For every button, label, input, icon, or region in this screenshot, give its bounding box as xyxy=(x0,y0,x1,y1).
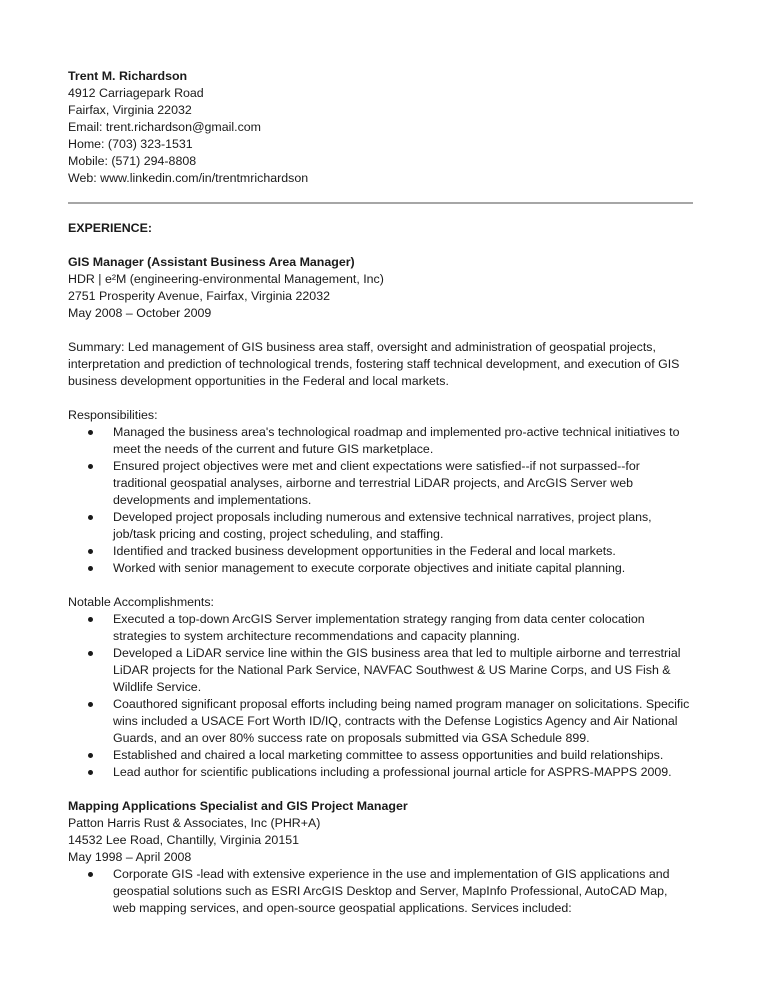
list-item xyxy=(68,543,693,560)
job-title: GIS Manager (Assistant Business Area Manager) xyxy=(68,255,355,269)
list-item-text: Managed the business area's technological roadmap and implemented pro-active technical initiatives to meet the needs of the current and future GIS marketplace. xyxy=(113,425,680,456)
bullet-icon xyxy=(88,430,93,435)
list-item xyxy=(68,747,693,764)
bullet-icon xyxy=(88,702,93,707)
list-item-text: Coauthored significant proposal efforts including being named program manager on solicitations. Specific wins included a USACE Fort Worth ID/IQ, contracts with the Defense Logistics Agency and Air National Guards, and an over 80% success rate on proposals submitted via GSA Schedule 899. xyxy=(113,697,690,745)
bullet-icon xyxy=(88,566,93,571)
list-item-text: Identified and tracked business development opportunities in the Federal and local markets. xyxy=(113,544,616,558)
list-item-text: Developed project proposals including numerous and extensive technical narratives, project plans, job/task pricing and costing, project scheduling, and staffing. xyxy=(113,510,652,541)
list-item xyxy=(68,645,693,696)
bullet-icon xyxy=(88,515,93,520)
candidate-name: Trent M. Richardson xyxy=(68,69,188,83)
email-line: Email: trent.richardson@gmail.com xyxy=(68,120,261,134)
bullet-icon xyxy=(88,464,93,469)
home-phone-line: Home: (703) 323-1531 xyxy=(68,137,193,151)
list-item xyxy=(68,696,693,747)
list-item-text: Corporate GIS -lead with extensive experience in the use and implementation of GIS applications and geospatial solutions such as ESRI ArcGIS Desktop and Server, MapInfo Professional, AutoCAD Map, web mapping services, and open-source geospatial applications. Services included: xyxy=(113,867,670,915)
web-line: Web: www.linkedin.com/in/trentmrichardson xyxy=(68,171,309,185)
list-item-text: Developed a LiDAR service line within the GIS business area that led to multiple airborne and terrestrial LiDAR projects for the National Park Service, NAVFAC Southwest & US Marine Corps, and US Fish & Wildlife Service. xyxy=(113,646,681,694)
list-item-text: Lead author for scientific publications including a professional journal article for ASPRS-MAPPS 2009. xyxy=(113,765,672,779)
list-item-text: Ensured project objectives were met and client expectations were satisfied--if not surpassed--for traditional geospatial analyses, airborne and terrestrial LiDAR projects, and ArcGIS Server web developments and implementations. xyxy=(113,459,640,507)
address-line-1: 4912 Carriagepark Road xyxy=(68,86,204,100)
accomplishments-label: Notable Accomplishments: xyxy=(68,595,215,609)
spacer xyxy=(68,390,693,407)
job-title: Mapping Applications Specialist and GIS Project Manager xyxy=(68,799,408,813)
bullet-icon xyxy=(88,753,93,758)
responsibilities-label: Responsibilities: xyxy=(68,408,158,422)
list-item-text: Established and chaired a local marketing committee to assess opportunities and build relationships. xyxy=(113,748,664,762)
spacer xyxy=(68,781,693,798)
job-dates: May 1998 – April 2008 xyxy=(68,850,192,864)
bullet-icon xyxy=(88,651,93,656)
job-summary: Summary: Led management of GIS business area staff, oversight and administration of geospatial projects, interpretation and prediction of technological trends, fostering staff technical development, and execution of GIS business development opportunities in the Federal and local markets. xyxy=(68,340,680,388)
list-item-text: Executed a top-down ArcGIS Server implementation strategy ranging from data center colocation strategies to system architecture recommendations and capacity planning. xyxy=(113,612,645,643)
bullet-icon xyxy=(88,770,93,775)
contact-block xyxy=(68,68,693,187)
resume-content xyxy=(68,68,693,917)
horizontal-divider xyxy=(68,202,693,204)
spacer xyxy=(68,322,693,339)
accomplishments-list xyxy=(68,611,693,781)
list-item xyxy=(68,764,693,781)
list-item xyxy=(68,424,693,458)
bullet-icon xyxy=(88,617,93,622)
list-item xyxy=(68,866,693,917)
job-mapping-specialist xyxy=(68,798,693,917)
spacer xyxy=(68,577,693,594)
job-gis-manager xyxy=(68,254,693,798)
list-item xyxy=(68,509,693,543)
mobile-phone-line: Mobile: (571) 294-8808 xyxy=(68,154,197,168)
experience-heading: EXPERIENCE: xyxy=(68,221,152,235)
job-address: 14532 Lee Road, Chantilly, Virginia 20151 xyxy=(68,833,299,847)
job-dates: May 2008 – October 2009 xyxy=(68,306,212,320)
responsibilities-list xyxy=(68,424,693,577)
list-item xyxy=(68,458,693,509)
list-item-text: Worked with senior management to execute corporate objectives and initiate capital planning. xyxy=(113,561,626,575)
list-item xyxy=(68,560,693,577)
job-company: HDR | e²M (engineering-environmental Management, Inc) xyxy=(68,272,384,286)
job-company: Patton Harris Rust & Associates, Inc (PHR+A) xyxy=(68,816,321,830)
job2-list xyxy=(68,866,693,917)
bullet-icon xyxy=(88,872,93,877)
list-item xyxy=(68,611,693,645)
job-address: 2751 Prosperity Avenue, Fairfax, Virginia 22032 xyxy=(68,289,330,303)
address-line-2: Fairfax, Virginia 22032 xyxy=(68,103,192,117)
spacer xyxy=(68,237,693,254)
bullet-icon xyxy=(88,549,93,554)
